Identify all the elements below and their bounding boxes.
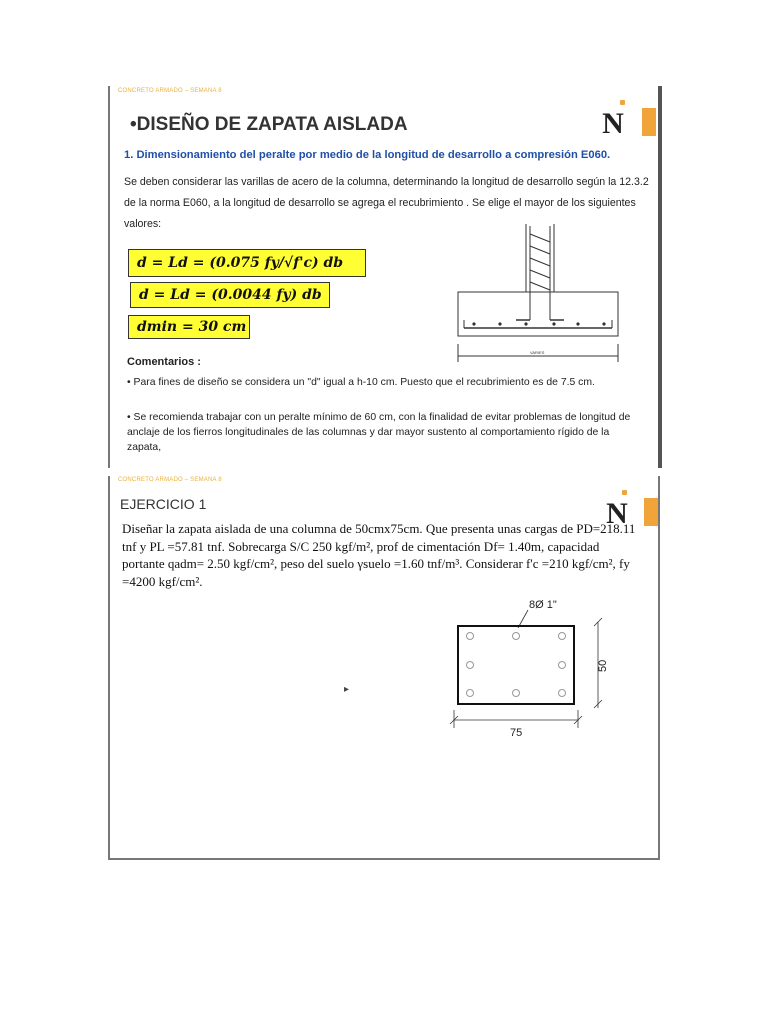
slide-title: •DISEÑO DE ZAPATA AISLADA [130, 114, 408, 135]
exercise-title: EJERCICIO 1 [120, 496, 207, 512]
footing-section-diagram [454, 224, 624, 364]
logo-letter: N [602, 107, 624, 140]
rebar-label: 8Ø 1" [529, 599, 557, 611]
logo [596, 104, 630, 144]
diagram-varies-label: VARIES [530, 350, 545, 355]
dimension-height-label: 50 [597, 659, 609, 672]
section-subtitle: 1. Dimensionamiento del peralte por medio de la longitud de desarrollo a compresión E060. [124, 149, 611, 161]
course-label: CONCRETO ARMADO – SEMANA 8 [118, 88, 222, 94]
logo-accent-bar [642, 108, 656, 136]
slide-ejercicio-1 [108, 476, 660, 860]
logo-accent-dot [622, 490, 627, 495]
exercise-statement: Diseñar la zapata aislada de una columna de 50cmx75cm. Que presenta unas cargas de PD=218.11 tnf y PL =57.81 tnf. Sobrecarga S/C 250 kgf/m², prof de cimentación Df= 1.40m, capacidad portante qadm= 2.50 kgf/cm², peso del suelo γsuelo =1.60 tnf/m³. Considerar f'c =210 kgf/cm², fy =4200 kgf/cm². [122, 521, 636, 589]
formula-ld-0044: d = Ld = (0.0044 fy) db [130, 282, 330, 308]
logo-accent-dot [620, 100, 625, 105]
comment-bullet-1: • Para fines de diseño se considera un "d" igual a h-10 cm. Puesto que el recubrimiento es de 7.5 cm. [127, 377, 595, 388]
logo-accent-bar [644, 498, 658, 526]
formula-dmin: dmin = 30 cm [128, 315, 250, 339]
comment-bullet-2: • Se recomienda trabajar con un peralte mínimo de 60 cm, con la finalidad de evitar problemas de longitud de anclaje de los fierros longitudinales de las columnas y dar mayor sustento al comportamiento rígido de la zapata, [127, 412, 631, 453]
slide-diseno-zapata [108, 86, 662, 468]
formula-ld-075: d = Ld = (0.075 fy/√f'c) db [128, 249, 366, 277]
intro-paragraph: Se deben considerar las varillas de acero de la columna, determinando la longitud de desarrollo según la 12.3.2 de la norma E060, a la longitud de desarrollo se agrega el recubrimiento . Se elige el mayor de los siguientes valores: [124, 176, 649, 230]
dimension-width-label: 75 [510, 727, 523, 739]
comments-heading: Comentarios : [127, 356, 201, 368]
logo-letter: N [606, 497, 628, 530]
mouse-cursor-icon: ▸ [344, 684, 350, 695]
column-section-diagram [440, 594, 620, 739]
course-label: CONCRETO ARMADO – SEMANA 8 [118, 477, 222, 483]
